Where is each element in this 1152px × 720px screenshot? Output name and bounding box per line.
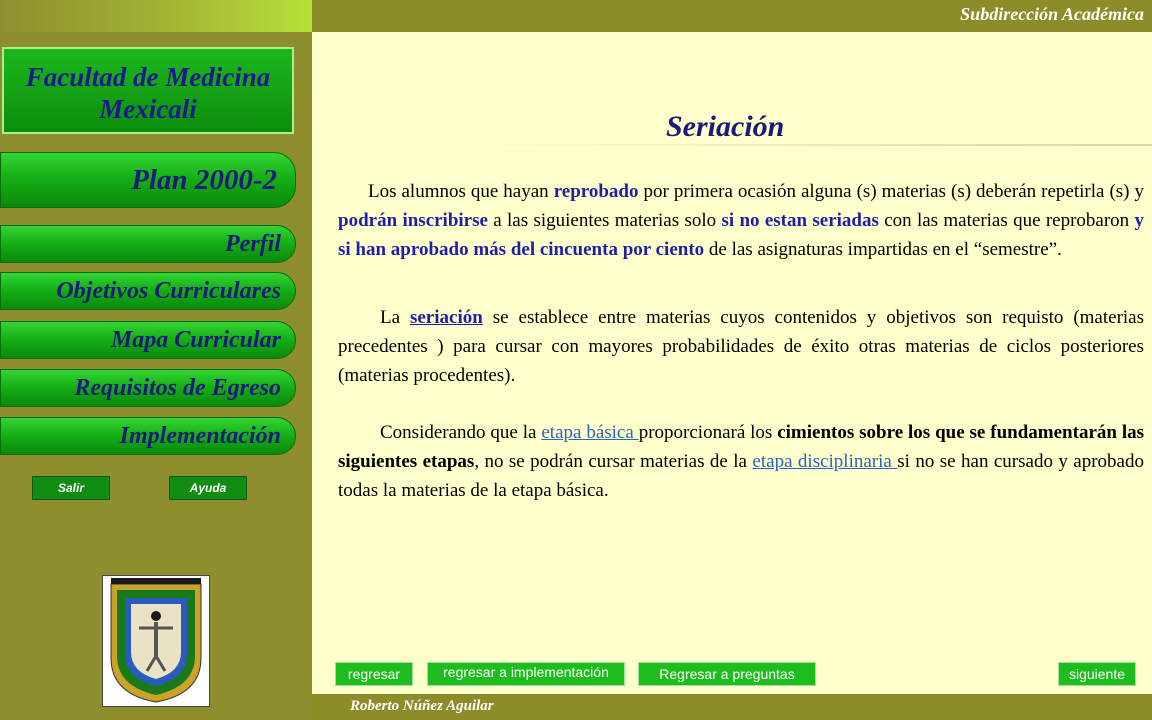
nav-objetivos-button[interactable]: Objetivos Curriculares: [0, 272, 296, 310]
regresar-preguntas-button[interactable]: Regresar a preguntas: [638, 662, 816, 686]
nav-requisitos-button[interactable]: Requisitos de Egreso: [0, 369, 296, 407]
faculty-campus: Mexicali: [99, 94, 197, 124]
top-gradient-bar: [0, 0, 312, 32]
paragraph-etapas: Considerando que la etapa básica proporcionará los cimientos sobre los que se fundamentarán las siguientes etapas, no se podrán cursar materias de la etapa disciplinaria si no se han cursado y aprobado todas la materias de la etapa básica.: [338, 422, 1145, 501]
faculty-banner: [2, 47, 294, 134]
university-shield-icon: [103, 576, 209, 706]
regresar-implementacion-button[interactable]: regresar a implementación: [427, 662, 625, 686]
siguiente-button[interactable]: siguiente: [1058, 662, 1136, 686]
author-credit: Roberto Núñez Aguilar: [350, 698, 494, 714]
highlight-cincuenta: y si han aprobado más del cincuenta por ciento: [338, 210, 1145, 260]
content-panel: [312, 32, 1152, 694]
highlight-reprobado: reprobado: [553, 181, 639, 202]
etapa-disciplinaria-link[interactable]: etapa disciplinaria: [752, 451, 898, 472]
ayuda-button[interactable]: Ayuda: [169, 476, 247, 500]
etapa-basica-link[interactable]: etapa básica: [541, 422, 639, 443]
title-divider: [462, 144, 1152, 146]
salir-button[interactable]: Salir: [32, 476, 110, 500]
university-logo: [102, 575, 210, 707]
paragraph-seriacion: La seriación se establece entre materias cuyos contenidos y objetivos son requisto (materias precedentes ) para cursar con mayores probabilidades de éxito otras materias de ciclos posteriores (materias procedentes).: [338, 307, 1144, 386]
nav-mapa-button[interactable]: Mapa Curricular: [0, 321, 296, 359]
paragraph-reprobados: Los alumnos que hayan reprobado por primera ocasión alguna (s) materias (s) deberán repetirla (s) y podrán inscribirse a las siguientes materias solo si no estan seriadas con las materias que reprobaron y si han aprobado más del cincuenta por ciento de las asignaturas impartidas en el “semestre”.: [338, 181, 1145, 260]
footer-bar: [312, 694, 1152, 720]
nav-perfil-button[interactable]: Perfil: [0, 225, 296, 263]
highlight-inscribirse: podrán inscribirse: [338, 210, 488, 231]
nav-implementacion-button[interactable]: Implementación: [0, 417, 296, 455]
faculty-name: Facultad de Medicina: [25, 62, 271, 92]
header-title: Subdirección Académica: [960, 4, 1144, 24]
highlight-no-seriadas: si no estan seriadas: [721, 210, 879, 231]
header-bar: [312, 0, 1152, 32]
nav-plan-button[interactable]: Plan 2000-2: [0, 152, 296, 208]
seriacion-link[interactable]: seriación: [409, 307, 483, 328]
page-title: Seriación: [666, 110, 785, 143]
regresar-button[interactable]: regresar: [335, 662, 413, 686]
highlight-cimientos: cimientos sobre los que se fundamentarán las siguientes etapas: [338, 422, 1145, 472]
